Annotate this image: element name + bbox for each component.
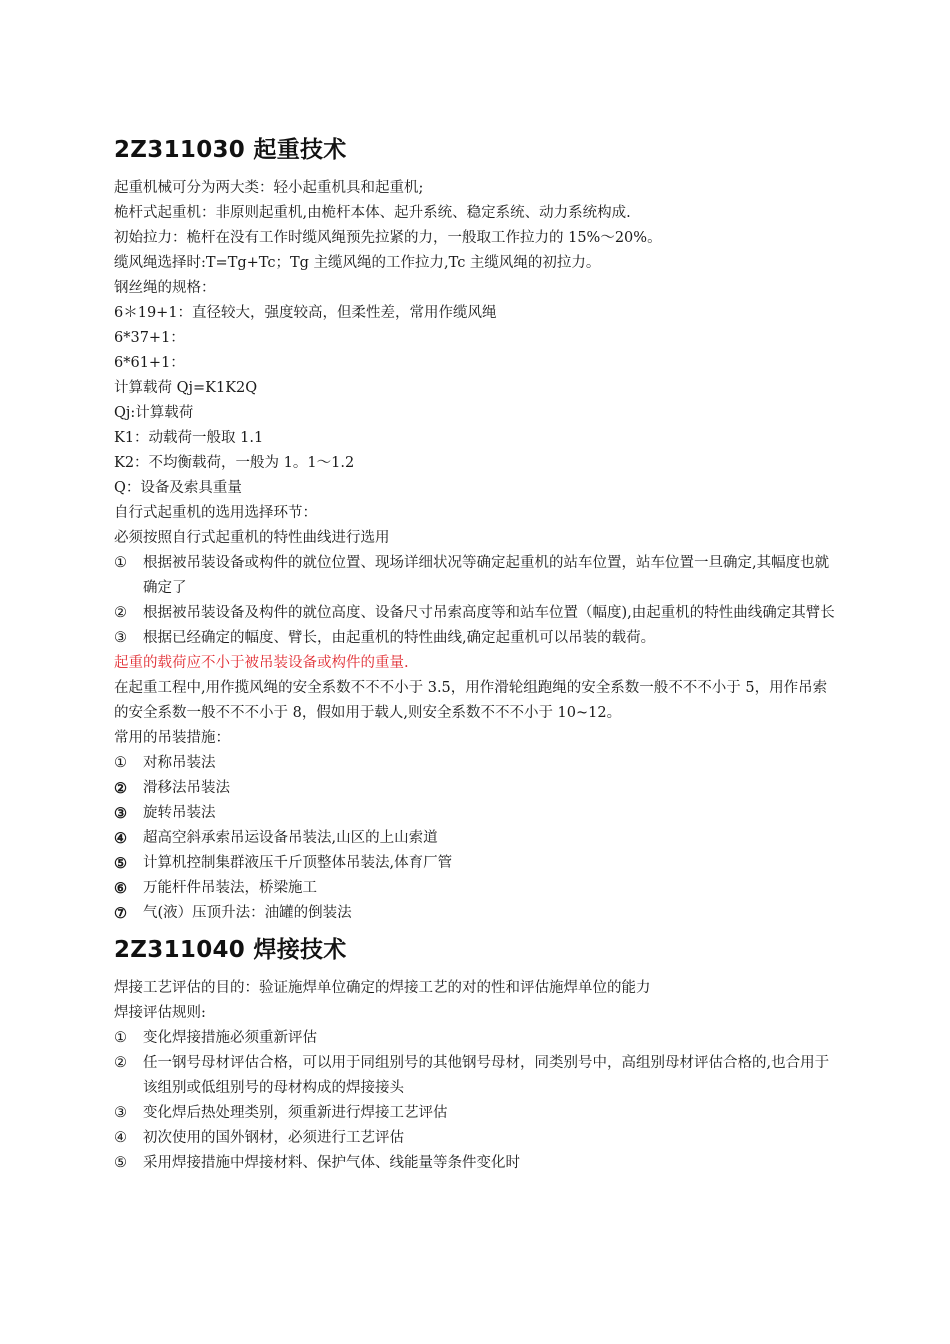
list-number: ① [114,555,127,571]
safety-paragraph: 在起重工程中,用作揽风绳的安全系数不不不小于 3.5，用作滑轮组跑绳的安全系数一般不不不小于 5，用作吊索的安全系数一般不不不小于 8，假如用于载人,则安全系数不不不小于 10~12。 [114,680,828,721]
paragraph: 6*61+1： [114,355,185,371]
list-number: ④ [114,1130,127,1146]
list-number: ⑦ [114,905,127,922]
paragraph: 焊接工艺评估的目的：验证施焊单位确定的焊接工艺的对的性和评估施焊单位的能力 [114,980,651,996]
list-item [114,826,838,851]
list-number: ⑥ [114,880,127,897]
list-number: ② [114,605,127,621]
paragraph: 缆风绳选择时:T=Tg+Tc；Tg 主缆风绳的工作拉力,Tc 主缆风绳的初拉力。 [114,255,601,271]
list-number: ② [114,1055,127,1071]
list-item [114,776,838,801]
paragraph: K1：动载荷一般取 1.1 [114,430,264,446]
list-number: ① [114,755,127,771]
list-number: ① [114,1030,127,1046]
list-text: 初次使用的国外钢材，必须进行工艺评估 [143,1130,404,1146]
list-item [114,1026,838,1051]
list-item [114,801,838,826]
list-item [114,901,838,926]
list-item [114,1126,838,1151]
list-number: ③ [114,1105,127,1121]
list-item [114,626,838,651]
list-text: 超高空斜承索吊运设备吊装法,山区的上山索道 [143,830,438,846]
paragraph: 桅杆式起重机：非原则起重机,由桅杆本体、起升系统、稳定系统、动力系统构成. [114,205,631,221]
list-text: 根据被吊装设备及构件的就位高度、设备尺寸吊索高度等和站车位置（幅度),由起重机的特性曲线确定其臂长 [143,605,835,621]
list-text: 滑移法吊装法 [143,780,230,796]
list-text: 任一钢号母材评估合格，可以用于同组别号的其他钢号母材，同类别号中，高组别母材评估合格的,也合用于该组别或低组别号的母材构成的焊接接头 [143,1055,830,1096]
list-number: ⑤ [114,1155,127,1171]
paragraph: Q：设备及索具重量 [114,480,242,496]
list-number: ④ [114,830,127,847]
list-text: 采用焊接措施中焊接材料、保护气体、线能量等条件变化时 [143,1155,520,1171]
list-text: 万能杆件吊装法，桥梁施工 [143,880,317,896]
list-item [114,851,838,876]
list-number: ② [114,780,127,797]
paragraph: 焊接评估规则: [114,1005,206,1021]
list-number: ③ [114,805,127,822]
paragraph: 常用的吊装措施： [114,730,230,746]
document-page [114,130,838,1176]
list-text: 变化焊后热处理类别，须重新进行焊接工艺评估 [143,1105,448,1121]
paragraph: Qj:计算载荷 [114,405,194,421]
paragraph: K2：不均衡载荷，一般为 1。1～1.2 [114,455,355,471]
list-item [114,1151,838,1176]
list-text: 根据已经确定的幅度、臂长，由起重机的特性曲线,确定起重机可以吊装的载荷。 [143,630,656,646]
list-text: 变化焊接措施必须重新评估 [143,1030,317,1046]
list-number: ③ [114,630,127,646]
list-text: 对称吊装法 [143,755,216,771]
list-item [114,1051,838,1101]
list-number: ⑤ [114,855,127,872]
list-text: 气(液）压顶升法：油罐的倒装法 [143,905,352,921]
paragraph: 起重机械可分为两大类：轻小起重机具和起重机; [114,180,424,196]
paragraph: 初始拉力：桅杆在没有工作时缆风绳预先拉紧的力，一般取工作拉力的 15%～20%。 [114,230,662,246]
paragraph: 必须按照自行式起重机的特性曲线进行选用 [114,530,390,546]
list-item [114,1101,838,1126]
paragraph: 自行式起重机的选用选择环节： [114,505,317,521]
paragraph: 6*37+1： [114,330,185,346]
list-text: 计算机控制集群液压千斤顶整体吊装法,体育厂管 [143,855,453,871]
red-note: 起重的载荷应不小于被吊装设备或构件的重量. [114,655,409,671]
list-text: 旋转吊装法 [143,805,216,821]
section-title-welding: 2Z311040 焊接技术 [114,937,347,963]
paragraph: 钢丝绳的规格： [114,280,216,296]
paragraph: 计算载荷 Qj=K1K2Q [114,380,258,396]
list-text: 根据被吊装设备或构件的就位位置、现场详细状况等确定起重机的站车位置，站车位置一旦确定,其幅度也就确定了 [143,555,830,596]
list-item [114,601,838,626]
list-item [114,751,838,776]
list-item [114,551,838,601]
list-item [114,876,838,901]
section-title-lifting: 2Z311030 起重技术 [114,137,347,163]
paragraph: 6＊19+1：直径较大，强度较高，但柔性差，常用作缆风绳 [114,305,497,321]
